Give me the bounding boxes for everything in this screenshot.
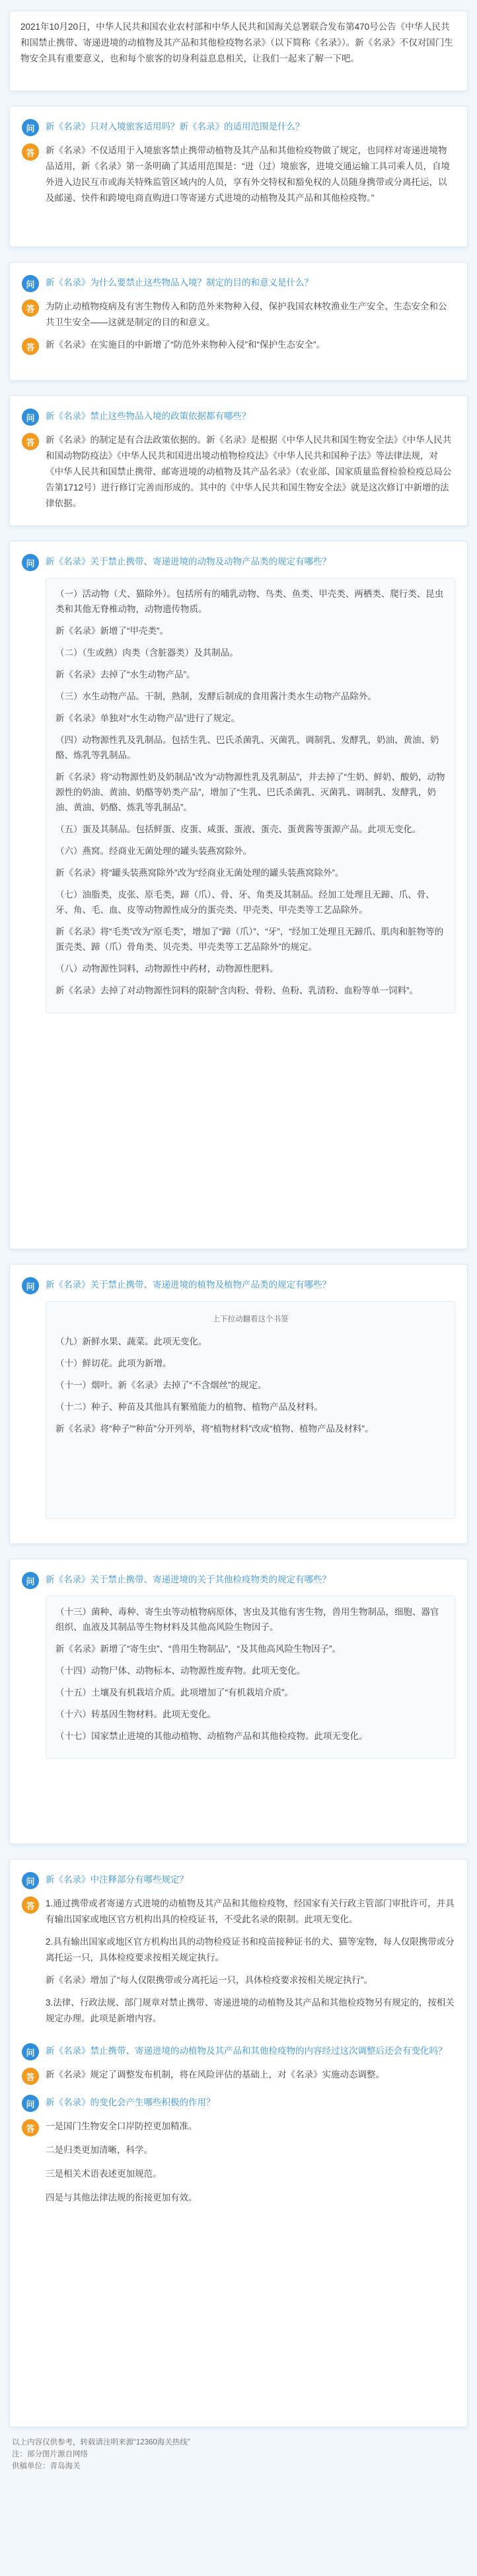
list-item: （八）动物源性饲料，动物源性中药材，动物源性肥料。 [55, 964, 279, 974]
list-item: （十六）转基因生物材料。此项无变化。 [55, 1709, 216, 1719]
question-row [22, 118, 455, 136]
question-row [22, 1276, 455, 1294]
answer-badge: 答 [22, 299, 39, 317]
list-item: 3.法律、行政法规、部门规章对禁止携带、寄递进境的动植物及其产品和其他检疫物另有规定的，按相关规定办理。此项是新增内容。 [46, 1998, 455, 2023]
question-row [22, 553, 455, 571]
list-item: 新《名录》新增了“寄生虫”、“兽用生物制品”，“及其他高风险生物因子”。 [55, 1644, 341, 1654]
list-item: 2.具有输出国家或地区官方机构出具的动物检疫证书和疫苗接种证书的犬、猫等宠物，每人仅限携带或分离托运一只，具体检疫要求按相关规定执行。 [46, 1937, 455, 1963]
question-text: 新《名录》中注释部分有哪些规定？ [46, 1875, 188, 1885]
question-badge: 问 [22, 119, 39, 136]
list-item: （六）燕窝。经商业无菌处理的罐头装燕窝除外。 [55, 846, 252, 856]
list-item: （十二）种子、种苗及其他具有繁殖能力的植物、植物产品及材料。 [55, 1402, 323, 1412]
answer-text: 新《名录》规定了调整发布机制，将在风险评估的基础上，对《名录》实施动态调整。 [46, 2070, 385, 2080]
list-item: 新《名录》单独对“水生动物产品”进行了规定。 [55, 713, 240, 723]
list-item: 四是与其他法律法规的衔接更加有效。 [46, 2193, 198, 2203]
list-item: （十）鲜切花。此项为新增。 [55, 1358, 172, 1368]
question-badge: 问 [22, 409, 39, 426]
question-text: 新《名录》关于禁止携带、寄递进境的植物及植物产品类的规定有哪些？ [46, 1280, 331, 1290]
answer-text [46, 2119, 198, 2214]
list-item: （十四）动物尸体、动物标本、动物源性废弃物。此项无变化。 [55, 1666, 305, 1676]
answer-row [22, 2067, 455, 2085]
list-item: （十七）国家禁止进境的其他动植物、动植物产品和其他检疫物。此项无变化。 [55, 1731, 368, 1741]
answer-row [22, 143, 455, 206]
list-item: （二）（生或熟）肉类（含脏器类）及其制品。 [55, 648, 238, 658]
list-item: 新《名录》去掉了“水生动物产品”。 [55, 670, 196, 680]
list-item: 一是国门生物安全口岸防控更加精准。 [46, 2121, 198, 2131]
answer-row [22, 299, 455, 331]
list-item: 1.通过携带或者寄递方式进境的动植物及其产品和其他检疫物，经国家有关行政主管部门审批许可，并具有输出国家或地区官方机构出具的检疫证书，不受此名录的限制。此项无变化。 [46, 1898, 455, 1924]
question-text: 新《名录》关于禁止携带、寄递进境的动物及动物产品类的规定有哪些？ [46, 557, 331, 566]
footer-line: 注：部分图片源自网络 [12, 2450, 88, 2458]
list-item: （五）蛋及其制品。包括鲜蛋、皮蛋、咸蛋、蛋液、蛋壳、蛋黄酱等蛋源产品。此项无变化。 [55, 824, 422, 834]
list-item: （一）活动物（犬、猫除外）。包括所有的哺乳动物、鸟类、鱼类、甲壳类、两栖类、爬行类、昆虫类和其他无脊椎动物，动物遗传物质。 [55, 589, 444, 614]
question-row [22, 1871, 455, 1889]
footer-line: 以上内容仅供参考，转载请注明来源“12360海关热线” [12, 2439, 190, 2446]
answer-row [22, 1896, 455, 2033]
answer-row [22, 432, 455, 512]
question-row [22, 408, 455, 426]
answer-badge: 答 [22, 433, 39, 450]
question-badge: 问 [22, 275, 39, 292]
qa-card-notes [9, 1859, 468, 2427]
list-item: （十一）烟叶。新《名录》去掉了“不含烟丝”的规定。 [55, 1380, 267, 1390]
answer-text: 为防止动植物疫病及有害生物传入和防范外来物种入侵，保护我国农林牧渔业生产安全、生态安全和公共卫生安全——这就是制定的目的和意义。 [46, 301, 447, 327]
answer-text: 新《名录》在实施目的中新增了“防范外来物种入侵”和“保护生态安全”。 [46, 340, 325, 350]
question-row [22, 2094, 455, 2112]
list-item: 新《名录》新增了“甲壳类”。 [55, 626, 168, 636]
question-row [22, 1571, 455, 1589]
list-item: （四）动物源性乳及乳制品。包括生乳、巴氏杀菌乳、灭菌乳、调制乳、发酵乳，奶油、黄油、奶酪、炼乳等乳制品。 [55, 735, 439, 760]
answer-panel-other [46, 1596, 455, 1759]
question-badge: 问 [22, 2043, 39, 2060]
question-text: 新《名录》的变化会产生哪些积极的作用？ [46, 2097, 215, 2107]
list-item: （七）油脂类，皮张、原毛类，蹄（爪）、骨、牙、角类及其制品。经加工处理且无蹄、爪、骨、牙、角、毛、血、皮等动物源性成分的蛋壳类、甲壳类、甲壳类等工艺品除外。 [55, 890, 435, 915]
question-badge: 问 [22, 2095, 39, 2112]
qa-card-plants [9, 1264, 468, 1544]
question-text: 新《名录》禁止携带、寄递进境的动植物及其产品和其他检疫物的内容经过这次调整后还会有变化吗？ [46, 2046, 447, 2056]
list-item: （十五）土壤及有机栽培介质。此项增加了“有机栽培介质”。 [55, 1688, 293, 1698]
question-badge: 问 [22, 1572, 39, 1589]
list-item: 三是相关术语表述更加规范。 [46, 2169, 162, 2179]
question-badge: 问 [22, 554, 39, 571]
answer-panel-animals [46, 578, 455, 1013]
list-item: 二是归类更加清晰，科学。 [46, 2145, 153, 2155]
list-item: 新《名录》将“动物源性奶及奶制品”改为“动物源性乳及乳制品”，并去掉了“生奶、鲜奶、酸奶，动物源性的奶油、黄油、奶酪等奶类产品”，增加了“生乳、巴氏杀菌乳、灭菌乳、调制乳、发酵乳，奶油、黄油、奶酪、炼乳等乳制品”。 [55, 772, 445, 812]
question-row [22, 2043, 455, 2060]
article-footer [9, 2427, 468, 2472]
question-row [22, 274, 455, 292]
question-text: 新《名录》为什么要禁止这些物品入境？制定的目的和意义是什么？ [46, 278, 313, 288]
question-badge: 问 [22, 1872, 39, 1889]
list-item: 新《名录》增加了“每人仅限携带或分离托运一只，具体检疫要求按相关规定执行”。 [46, 1975, 373, 1985]
list-item: 新《名录》将“毛类”改为“原毛类”，增加了“蹄（爪）”、“牙”，“经加工处理且无蹄爪、肌肉和脏物等的蛋壳类、蹄（爪）骨角类、贝壳类、甲壳类等工艺品除外”的规定。 [55, 927, 444, 952]
question-badge: 问 [22, 1277, 39, 1294]
list-item: 新《名录》将“种子”“种苗”分开列举，将“植物材料”改成“植物、植物产品及材料”。 [55, 1424, 374, 1434]
list-item: 新《名录》去掉了对动物源性饲料的限制“含肉粉、骨粉、鱼粉、乳清粉、血粉等单一饲料”。 [55, 986, 418, 995]
answer-text: 新《名录》不仅适用于入境旅客禁止携带动植物及其产品和其他检疫物做了规定，也同样对寄递进境物品适用，新《名录》第一条明确了其适用范围是：“进（过）境旅客，进境交通运输工具司乘人员，自境外进入边民互市或海关特殊监管区域内的人员，享有外交特权和豁免权的人员随身携带或分离托运，以及邮递、快件和跨境电商直购进口等寄递方式进境的动植物及其产品和其他检疫物。” [46, 145, 450, 203]
qa-card-animals [9, 541, 468, 1249]
intro-card [9, 11, 468, 91]
list-item: （十三）菌种、毒种、寄生虫等动植物病原体，害虫及其他有害生物，兽用生物制品，细胞、器官组织、血液及其制品等生物材料及其他高风险生物因子。 [55, 1607, 439, 1632]
answer-text [46, 1896, 455, 2033]
answer-badge: 答 [22, 338, 39, 355]
answer-badge: 答 [22, 143, 39, 161]
answer-row [22, 2119, 455, 2214]
answer-panel-plants[interactable] [46, 1301, 455, 1519]
qa-card-other [9, 1559, 468, 1844]
qa-card-purpose [9, 262, 468, 381]
list-item: （九）新鲜水果、蔬菜。此项无变化。 [55, 1337, 207, 1347]
answer-badge: 答 [22, 1896, 39, 1914]
intro-text: 2021年10月20日，中华人民共和国农业农村部和中华人民共和国海关总署联合发布第470号公告《中华人民共和国禁止携带、寄递进境的动植物及其产品和其他检疫物名录》（以下简称《名录》）。新《名录》不仅对国门生物安全具有重要意义，也和每个旅客的切身利益息息相关，让我们一起来了解一下吧。 [20, 22, 453, 63]
question-text: 新《名录》关于禁止携带、寄递进境的关于其他检疫物类的规定有哪些？ [46, 1575, 331, 1584]
answer-badge: 答 [22, 2119, 39, 2136]
qa-card-scope [9, 106, 468, 247]
question-text: 新《名录》禁止这些物品入境的政策依据都有哪些？ [46, 411, 251, 421]
list-item: （三）水生动物产品。干制，熟制，发酵后制成的食用酱汁类水生动物产品除外。 [55, 691, 377, 701]
list-item: 新《名录》将“罐头装燕窝除外”改为“经商业无菌处理的罐头装燕窝除外”。 [55, 868, 344, 878]
answer-text: 新《名录》的制定是有合法政策依据的。新《名录》是根据《中华人民共和国生物安全法》《中华人民共和国动物防疫法》《中华人民共和国进出境动植物检疫法》《中华人民共和国种子法》等法律法规，对《中华人民共和国禁止携带、邮寄进境的动植物及其产品名录》（农业部、国家质量监督检验检疫总局公告第1712号）进行修订完善而形成的。其中的《中华人民共和国生物安全法》就是这次修订中新增的法律依据。 [46, 435, 452, 508]
question-text: 新《名录》只对入境旅客适用吗？新《名录》的适用范围是什么？ [46, 122, 305, 132]
answer-row [22, 337, 455, 355]
footer-line: 供稿单位：青岛海关 [12, 2462, 81, 2470]
answer-badge: 答 [22, 2068, 39, 2085]
scroll-hint: 上下拉动翻看这个书签 [212, 1315, 289, 1323]
qa-card-basis [9, 395, 468, 526]
